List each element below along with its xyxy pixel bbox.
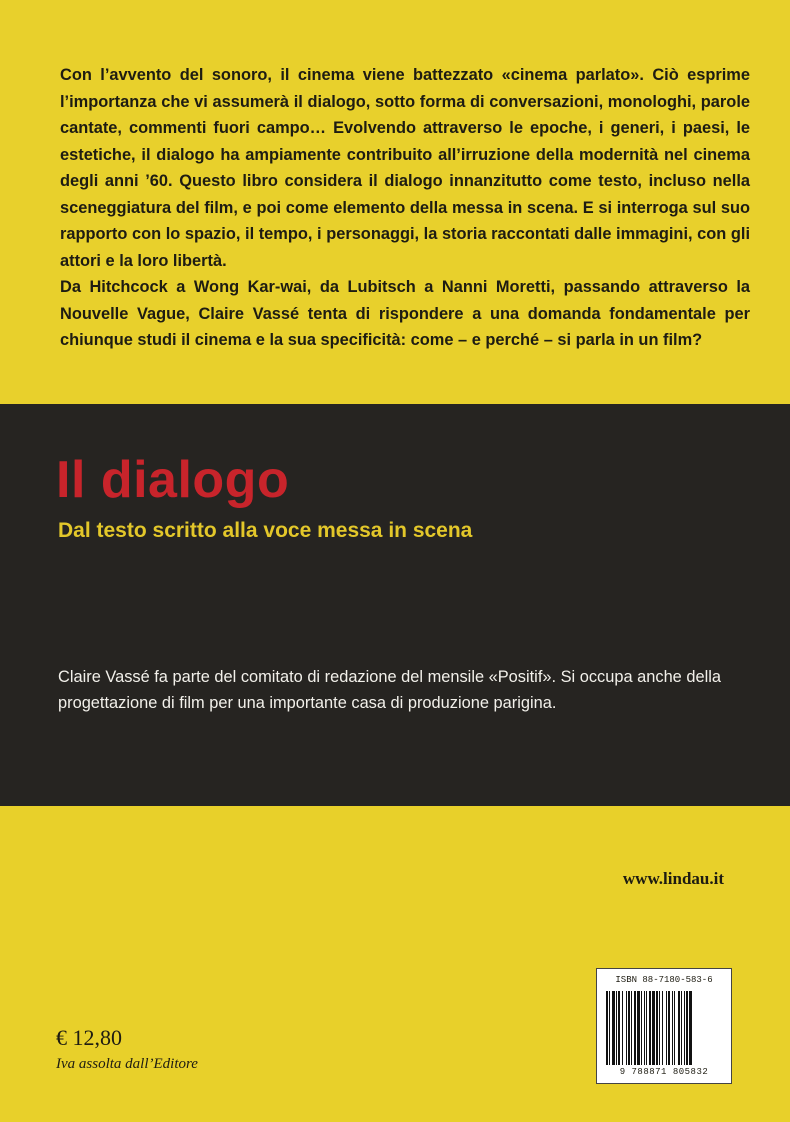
barcode-digits: 9 788871 805832 — [619, 1067, 709, 1077]
blurb — [60, 62, 750, 354]
blurb-paragraph: Da Hitchcock a Wong Kar-wai, da Lubitsch a Nanni Moretti, passando attraverso la Nouvelle Vague, Claire Vassé tenta di rispondere a una domanda fondamentale per chiunque studi il cinema e la sua specificità: come – e perché – si parla in un film? — [60, 278, 750, 349]
barcode-box — [596, 968, 732, 1084]
publisher-website[interactable]: www.lindau.it — [622, 869, 724, 888]
isbn-label: ISBN 88-7180-583-6 — [615, 975, 713, 985]
barcode-icon — [605, 991, 723, 1065]
book-title: Il dialogo — [56, 451, 290, 509]
author-bio: Claire Vassé fa parte del comitato di redazione del mensile «Positif». Si occupa anche della progettazione di film per una importante casa di produzione parigina. — [58, 668, 721, 712]
price: € 12,80 — [56, 1025, 122, 1050]
book-subtitle: Dal testo scritto alla voce messa in scena — [58, 519, 473, 542]
blurb-section — [0, 0, 790, 404]
vat-note: Iva assolta dall’Editore — [56, 1056, 198, 1072]
blurb-paragraph: Con l’avvento del sonoro, il cinema viene battezzato «cinema parlato». Ciò esprime l’importanza che vi assumerà il dialogo, sotto forma di conversazioni, monologhi, parole cantate, commenti fuori campo… Evolvendo attraverso le epoche, i generi, i paesi, le estetiche, il dialogo ha ampiamente contribuito all’irruzione della modernità nel cinema degli anni ’60. Questo libro considera il dialogo innanzitutto come testo, incluso nella sceneggiatura del film, e poi come elemento della messa in scena. E si interroga sul suo rapporto con lo spazio, il tempo, i personaggi, la storia raccontati dalle immagini, con gli attori e la loro libertà. — [60, 66, 750, 270]
